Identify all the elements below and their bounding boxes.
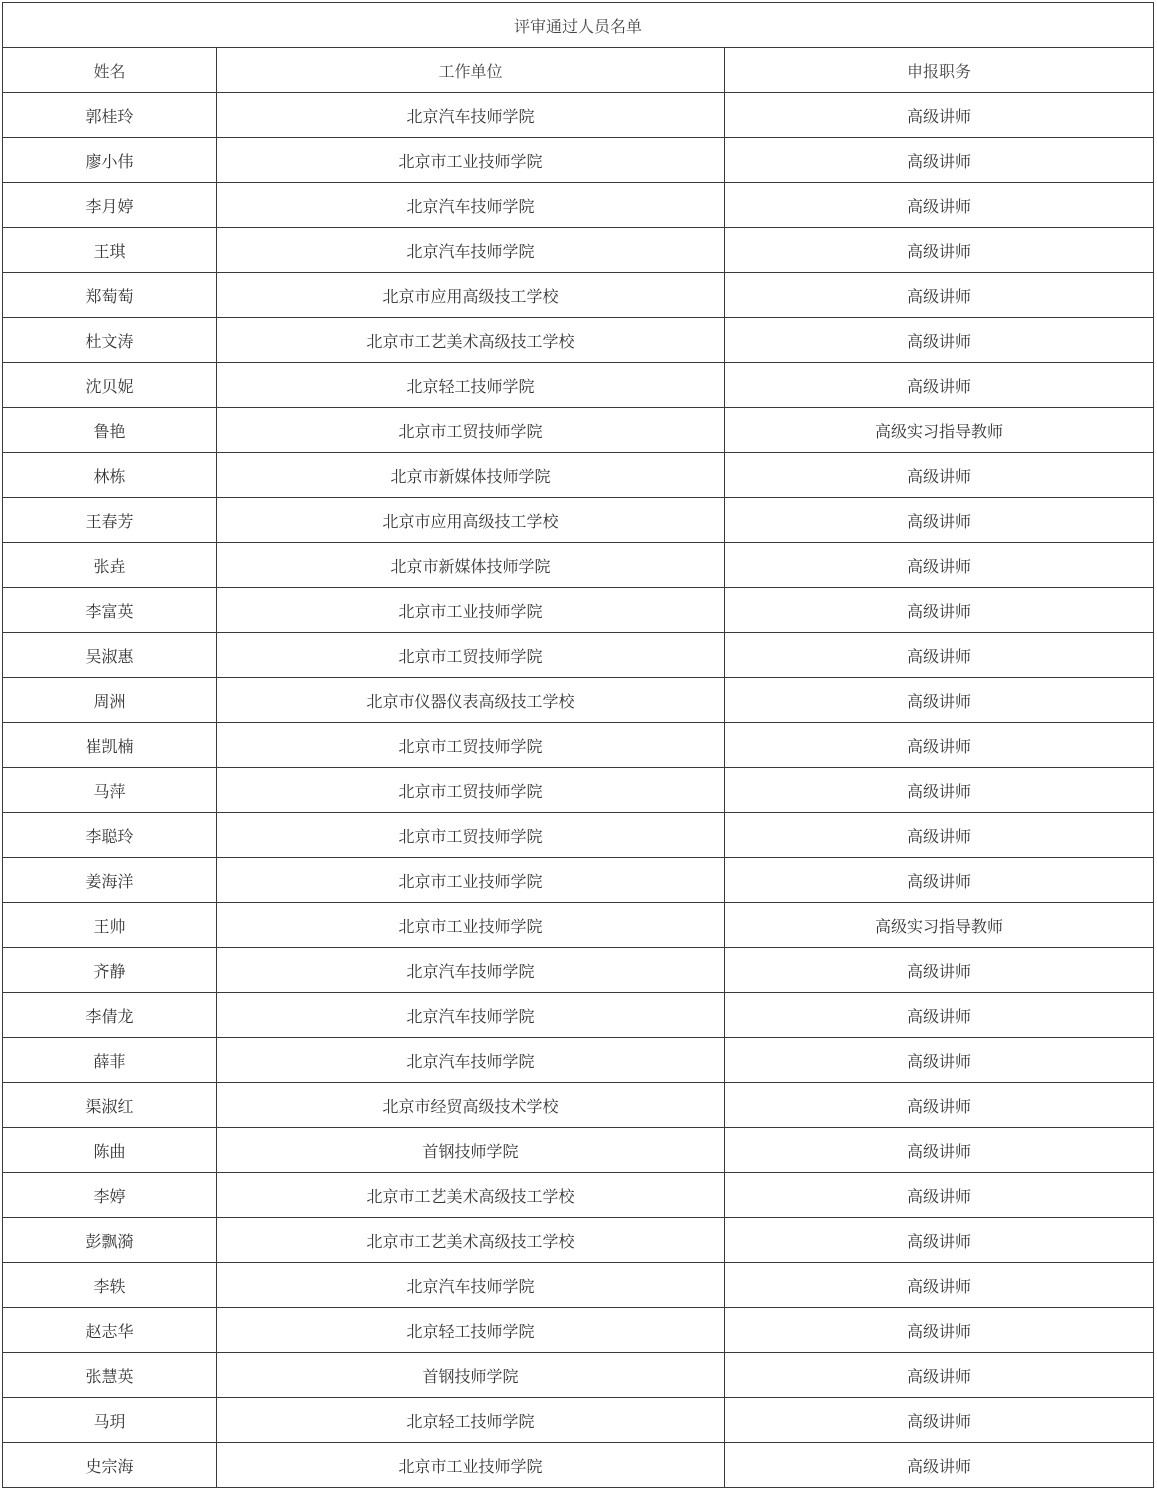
cell-unit: 北京市工贸技师学院 xyxy=(217,633,725,678)
table-row xyxy=(3,1218,1154,1263)
cell-name: 李婷 xyxy=(3,1173,217,1218)
table-header-row xyxy=(3,48,1154,93)
cell-position: 高级讲师 xyxy=(725,93,1154,138)
header-name: 姓名 xyxy=(3,48,217,93)
table-row xyxy=(3,1263,1154,1308)
cell-name: 杜文涛 xyxy=(3,318,217,363)
cell-name: 吴淑惠 xyxy=(3,633,217,678)
cell-position: 高级讲师 xyxy=(725,1173,1154,1218)
table-title-row xyxy=(3,3,1154,48)
cell-position: 高级讲师 xyxy=(725,1038,1154,1083)
cell-position: 高级讲师 xyxy=(725,1353,1154,1398)
cell-unit: 首钢技师学院 xyxy=(217,1128,725,1173)
cell-unit: 北京市工艺美术高级技工学校 xyxy=(217,1173,725,1218)
table-row xyxy=(3,93,1154,138)
cell-unit: 北京轻工技师学院 xyxy=(217,363,725,408)
table-row xyxy=(3,1173,1154,1218)
cell-name: 周洲 xyxy=(3,678,217,723)
cell-unit: 北京市工贸技师学院 xyxy=(217,408,725,453)
cell-name: 马萍 xyxy=(3,768,217,813)
cell-position: 高级讲师 xyxy=(725,678,1154,723)
table-row xyxy=(3,588,1154,633)
cell-position: 高级讲师 xyxy=(725,723,1154,768)
cell-name: 王帅 xyxy=(3,903,217,948)
table-row xyxy=(3,273,1154,318)
cell-unit: 北京市新媒体技师学院 xyxy=(217,543,725,588)
cell-unit: 首钢技师学院 xyxy=(217,1353,725,1398)
table-row xyxy=(3,498,1154,543)
cell-name: 王琪 xyxy=(3,228,217,273)
cell-unit: 北京汽车技师学院 xyxy=(217,93,725,138)
cell-position: 高级讲师 xyxy=(725,1443,1154,1488)
cell-position: 高级讲师 xyxy=(725,1308,1154,1353)
cell-name: 李月婷 xyxy=(3,183,217,228)
cell-unit: 北京市工业技师学院 xyxy=(217,858,725,903)
table-row xyxy=(3,318,1154,363)
cell-name: 廖小伟 xyxy=(3,138,217,183)
header-unit: 工作单位 xyxy=(217,48,725,93)
cell-name: 史宗海 xyxy=(3,1443,217,1488)
cell-position: 高级讲师 xyxy=(725,633,1154,678)
cell-unit: 北京市工贸技师学院 xyxy=(217,723,725,768)
cell-position: 高级讲师 xyxy=(725,768,1154,813)
table-row xyxy=(3,228,1154,273)
cell-position: 高级讲师 xyxy=(725,453,1154,498)
cell-name: 李富英 xyxy=(3,588,217,633)
cell-name: 王春芳 xyxy=(3,498,217,543)
table-row xyxy=(3,1353,1154,1398)
table-row xyxy=(3,948,1154,993)
cell-name: 姜海洋 xyxy=(3,858,217,903)
table-row xyxy=(3,903,1154,948)
cell-name: 马玥 xyxy=(3,1398,217,1443)
cell-unit: 北京市工艺美术高级技工学校 xyxy=(217,318,725,363)
cell-position: 高级讲师 xyxy=(725,138,1154,183)
table-row xyxy=(3,1398,1154,1443)
table-row xyxy=(3,1443,1154,1488)
cell-unit: 北京市工业技师学院 xyxy=(217,588,725,633)
cell-position: 高级讲师 xyxy=(725,948,1154,993)
cell-position: 高级讲师 xyxy=(725,363,1154,408)
cell-position: 高级讲师 xyxy=(725,1083,1154,1128)
cell-unit: 北京市应用高级技工学校 xyxy=(217,498,725,543)
cell-unit: 北京市仪器仪表高级技工学校 xyxy=(217,678,725,723)
cell-name: 林栋 xyxy=(3,453,217,498)
table-row xyxy=(3,1128,1154,1173)
cell-name: 渠淑红 xyxy=(3,1083,217,1128)
cell-position: 高级讲师 xyxy=(725,1128,1154,1173)
table-row xyxy=(3,1308,1154,1353)
table-row xyxy=(3,138,1154,183)
table-title: 评审通过人员名单 xyxy=(3,3,1154,48)
cell-position: 高级讲师 xyxy=(725,318,1154,363)
cell-unit: 北京汽车技师学院 xyxy=(217,948,725,993)
cell-unit: 北京汽车技师学院 xyxy=(217,1038,725,1083)
cell-unit: 北京市工艺美术高级技工学校 xyxy=(217,1218,725,1263)
table-row xyxy=(3,993,1154,1038)
cell-position: 高级讲师 xyxy=(725,1398,1154,1443)
cell-name: 李轶 xyxy=(3,1263,217,1308)
cell-unit: 北京市工业技师学院 xyxy=(217,1443,725,1488)
cell-unit: 北京轻工技师学院 xyxy=(217,1398,725,1443)
cell-position: 高级实习指导教师 xyxy=(725,903,1154,948)
cell-name: 郭桂玲 xyxy=(3,93,217,138)
cell-position: 高级讲师 xyxy=(725,543,1154,588)
cell-unit: 北京轻工技师学院 xyxy=(217,1308,725,1353)
cell-name: 彭飘漪 xyxy=(3,1218,217,1263)
cell-name: 薛菲 xyxy=(3,1038,217,1083)
cell-name: 李倩龙 xyxy=(3,993,217,1038)
table-row xyxy=(3,813,1154,858)
table-row xyxy=(3,363,1154,408)
cell-position: 高级讲师 xyxy=(725,1218,1154,1263)
cell-name: 鲁艳 xyxy=(3,408,217,453)
cell-unit: 北京市经贸高级技术学校 xyxy=(217,1083,725,1128)
cell-name: 李聪玲 xyxy=(3,813,217,858)
table-row xyxy=(3,1083,1154,1128)
cell-unit: 北京汽车技师学院 xyxy=(217,1263,725,1308)
table-row xyxy=(3,723,1154,768)
cell-position: 高级讲师 xyxy=(725,858,1154,903)
cell-unit: 北京汽车技师学院 xyxy=(217,183,725,228)
table-body xyxy=(3,93,1154,1488)
cell-unit: 北京市工贸技师学院 xyxy=(217,768,725,813)
cell-unit: 北京市新媒体技师学院 xyxy=(217,453,725,498)
cell-name: 齐静 xyxy=(3,948,217,993)
cell-unit: 北京市工贸技师学院 xyxy=(217,813,725,858)
cell-name: 张慧英 xyxy=(3,1353,217,1398)
table-row xyxy=(3,858,1154,903)
cell-name: 郑萄萄 xyxy=(3,273,217,318)
table-row xyxy=(3,183,1154,228)
cell-position: 高级实习指导教师 xyxy=(725,408,1154,453)
cell-name: 赵志华 xyxy=(3,1308,217,1353)
cell-name: 沈贝妮 xyxy=(3,363,217,408)
cell-unit: 北京市工业技师学院 xyxy=(217,903,725,948)
cell-position: 高级讲师 xyxy=(725,813,1154,858)
cell-position: 高级讲师 xyxy=(725,273,1154,318)
cell-unit: 北京市工业技师学院 xyxy=(217,138,725,183)
cell-name: 陈曲 xyxy=(3,1128,217,1173)
cell-position: 高级讲师 xyxy=(725,993,1154,1038)
cell-position: 高级讲师 xyxy=(725,588,1154,633)
cell-position: 高级讲师 xyxy=(725,228,1154,273)
table-row xyxy=(3,768,1154,813)
cell-position: 高级讲师 xyxy=(725,498,1154,543)
cell-unit: 北京汽车技师学院 xyxy=(217,993,725,1038)
table-row xyxy=(3,408,1154,453)
table-row xyxy=(3,633,1154,678)
table-row xyxy=(3,678,1154,723)
header-position: 申报职务 xyxy=(725,48,1154,93)
cell-position: 高级讲师 xyxy=(725,183,1154,228)
cell-unit: 北京汽车技师学院 xyxy=(217,228,725,273)
table-row xyxy=(3,453,1154,498)
table-row xyxy=(3,543,1154,588)
table-row xyxy=(3,1038,1154,1083)
cell-position: 高级讲师 xyxy=(725,1263,1154,1308)
approved-personnel-table xyxy=(2,2,1154,1488)
cell-name: 崔凯楠 xyxy=(3,723,217,768)
cell-unit: 北京市应用高级技工学校 xyxy=(217,273,725,318)
cell-name: 张垚 xyxy=(3,543,217,588)
